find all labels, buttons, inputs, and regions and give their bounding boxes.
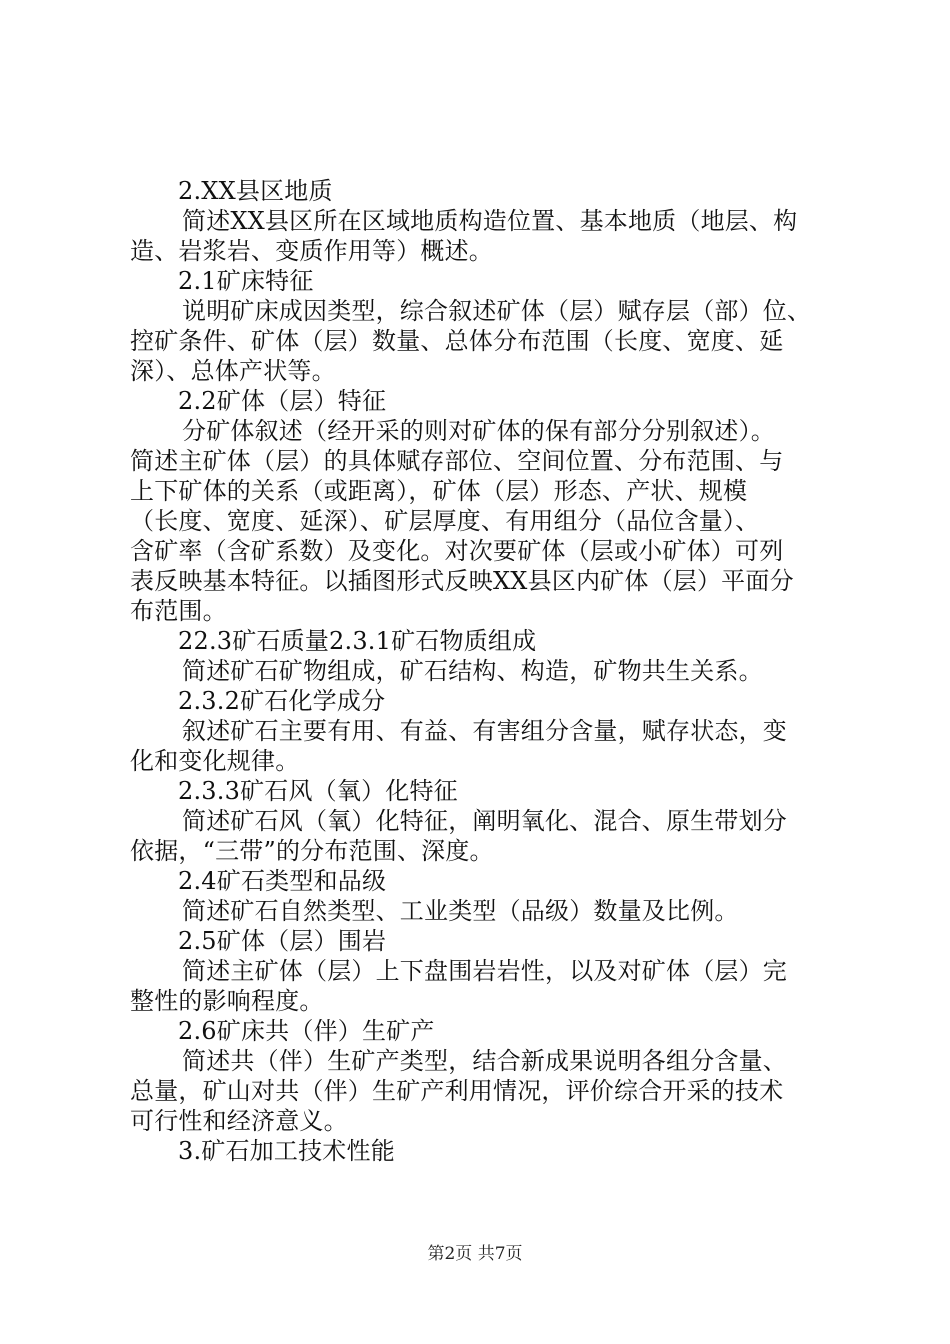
section-heading: 2.2矿体（层）特征 bbox=[178, 387, 387, 415]
section-heading: 2.3.3矿石风（氧）化特征 bbox=[178, 777, 458, 805]
section-heading: 2.3.2矿石化学成分 bbox=[178, 687, 386, 715]
paragraph-line: 可行性和经济意义。 bbox=[130, 1107, 348, 1135]
section-heading: 22.3矿石质量2.3.1矿石物质组成 bbox=[178, 627, 537, 655]
paragraph-line: 总量，矿山对共（伴）生矿产利用情况，评价综合开采的技术 bbox=[130, 1077, 784, 1105]
paragraph-line: 表反映基本特征。以插图形式反映XX县区内矿体（层）平面分 bbox=[130, 567, 794, 595]
section-heading: 2.4矿石类型和品级 bbox=[178, 867, 387, 895]
paragraph-line: 简述矿石矿物组成，矿石结构、构造，矿物共生关系。 bbox=[182, 657, 763, 685]
paragraph-line: 上下矿体的关系（或距离），矿体（层）形态、产状、规模 bbox=[130, 477, 748, 505]
paragraph-line: 整性的影响程度。 bbox=[130, 987, 324, 1015]
paragraph-line: （长度、宽度、延深）、矿层厚度、有用组分（品位含量）、 bbox=[130, 507, 760, 535]
section-heading: 3.矿石加工技术性能 bbox=[178, 1137, 395, 1165]
paragraph-line: 简述共（伴）生矿产类型，结合新成果说明各组分含量、 bbox=[182, 1047, 787, 1075]
document-body bbox=[130, 176, 840, 1166]
paragraph-line: 简述主矿体（层）上下盘围岩岩性，以及对矿体（层）完 bbox=[182, 957, 787, 985]
paragraph-line: 简述矿石风（氧）化特征，阐明氧化、混合、原生带划分 bbox=[182, 807, 787, 835]
paragraph-line: 依据，“三带”的分布范围、深度。 bbox=[130, 837, 494, 865]
paragraph-line: 深）、总体产状等。 bbox=[130, 357, 336, 385]
paragraph-line: 布范围。 bbox=[130, 597, 227, 625]
section-heading: 2.1矿床特征 bbox=[178, 267, 314, 295]
paragraph-line: 简述主矿体（层）的具体赋存部位、空间位置、分布范围、与 bbox=[130, 447, 784, 475]
paragraph-line: 分矿体叙述（经开采的则对矿体的保有部分分别叙述）。 bbox=[182, 417, 775, 445]
paragraph-line: 说明矿床成因类型，综合叙述矿体（层）赋存层（部）位、 bbox=[182, 297, 812, 325]
page-footer: 第2页 共7页 bbox=[427, 1244, 523, 1264]
section-heading: 2.XX县区地质 bbox=[178, 177, 333, 205]
paragraph-line: 含矿率（含矿系数）及变化。对次要矿体（层或小矿体）可列 bbox=[130, 537, 784, 565]
paragraph-line: 化和变化规律。 bbox=[130, 747, 300, 775]
paragraph-line: 简述XX县区所在区域地质构造位置、基本地质（地层、构 bbox=[182, 207, 798, 235]
paragraph-line: 造、岩浆岩、变质作用等）概述。 bbox=[130, 237, 493, 265]
section-heading: 2.6矿床共（伴）生矿产 bbox=[178, 1017, 435, 1045]
paragraph-line: 简述矿石自然类型、工业类型（品级）数量及比例。 bbox=[182, 897, 739, 925]
section-heading: 2.5矿体（层）围岩 bbox=[178, 927, 387, 955]
paragraph-line: 控矿条件、矿体（层）数量、总体分布范围（长度、宽度、延 bbox=[130, 327, 784, 355]
paragraph-line: 叙述矿石主要有用、有益、有害组分含量，赋存状态，变 bbox=[182, 717, 787, 745]
